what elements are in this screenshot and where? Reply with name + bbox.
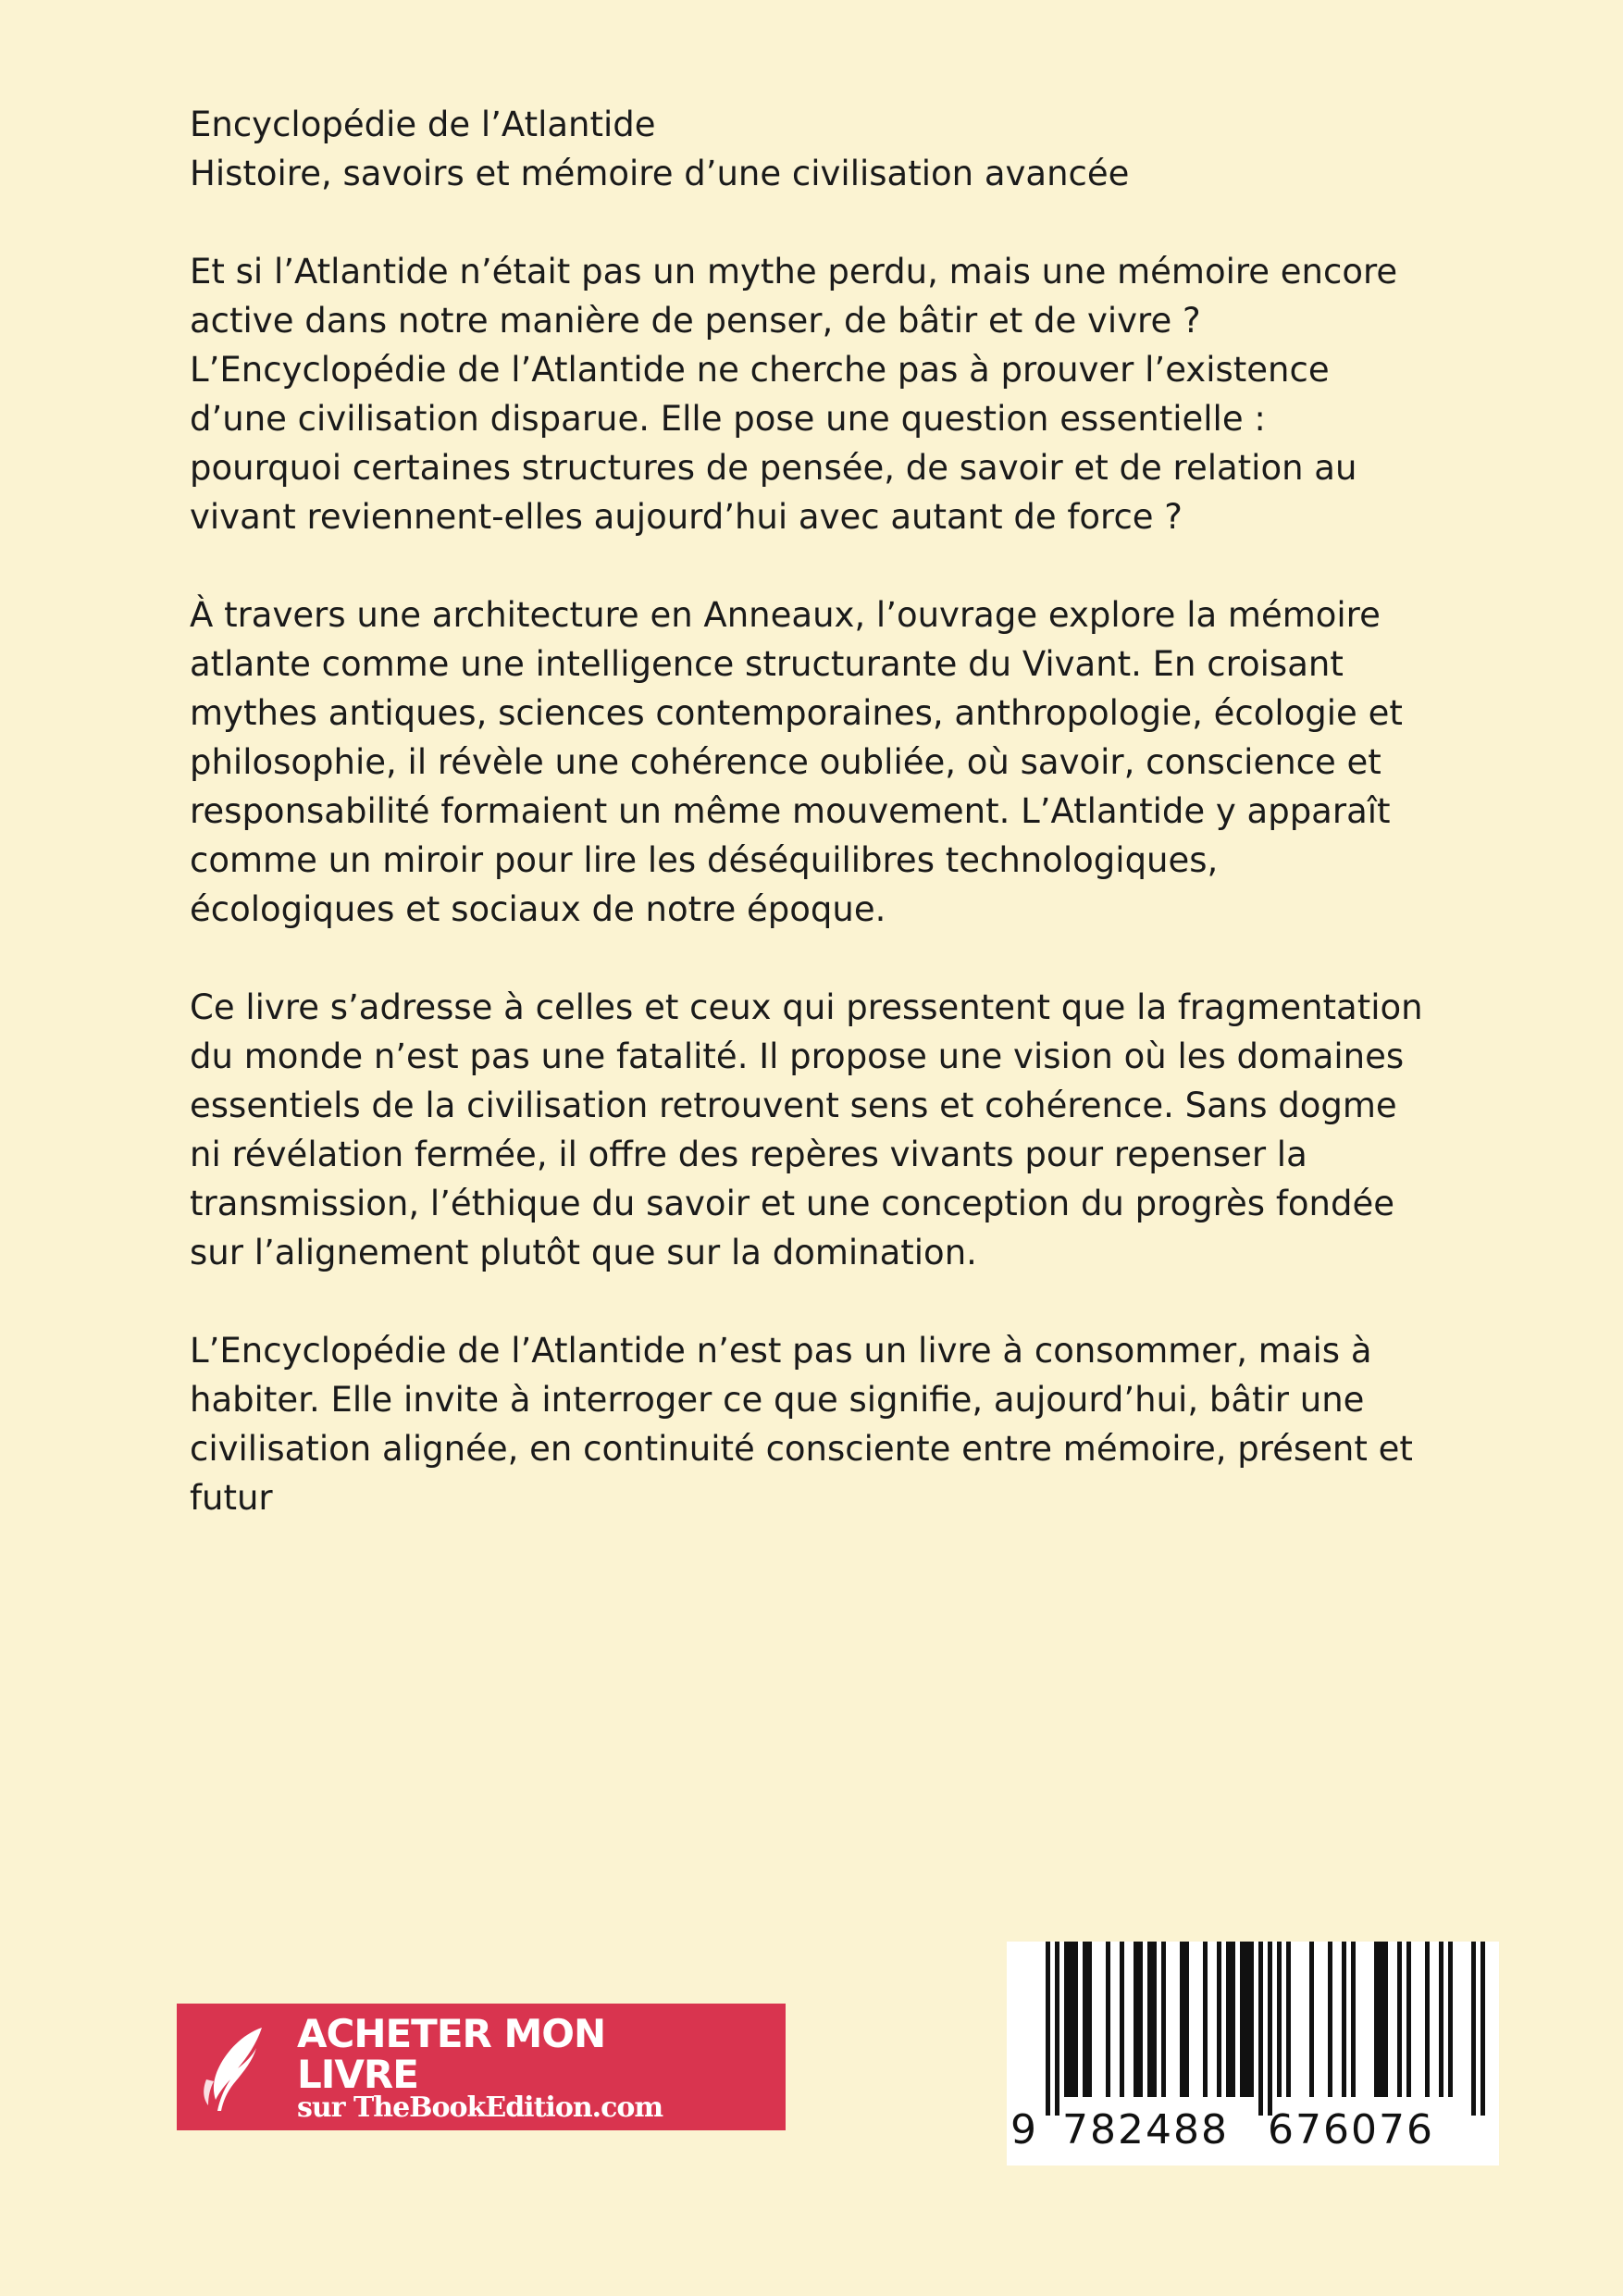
barcode-bar	[1106, 1942, 1110, 2097]
paragraph-line: mythes antiques, sciences contemporaines, anthropologie, écologie et	[190, 693, 1403, 733]
barcode-bar	[1120, 1942, 1124, 2097]
buy-book-button[interactable]	[177, 2004, 786, 2130]
barcode-digit-group-1: 782488	[1062, 2106, 1229, 2153]
barcode-bar	[1249, 1942, 1254, 2097]
barcode-bar	[1351, 1942, 1356, 2097]
paragraph-line: futur	[190, 1478, 273, 1518]
barcode-bar	[1258, 1942, 1263, 2116]
barcode-bar	[1286, 1942, 1291, 2097]
paragraph-line: ni révélation fermée, il offre des repères vivants pour repenser la	[190, 1135, 1307, 1174]
barcode-bar	[1134, 1942, 1138, 2097]
barcode-bar	[1471, 1942, 1476, 2116]
barcode-bar	[1481, 1942, 1485, 2116]
barcode-bar	[1406, 1942, 1411, 2097]
barcode-bar	[1184, 1942, 1189, 2097]
barcode-bar	[1268, 1942, 1272, 2116]
paragraph-line: philosophie, il révèle une cohérence oubliée, où savoir, conscience et	[190, 742, 1381, 782]
paragraph-line: responsabilité formaient un même mouvement. L’Atlantide y apparaît	[190, 791, 1391, 831]
paragraph-line: d’une civilisation disparue. Elle pose une question essentielle :	[190, 399, 1266, 439]
paragraph-line: sur l’alignement plutôt que sur la domination.	[190, 1233, 977, 1272]
barcode-bar	[1397, 1942, 1402, 2097]
barcode-bar	[1328, 1942, 1332, 2097]
barcode-bar	[1138, 1942, 1143, 2097]
barcode-bar	[1342, 1942, 1346, 2097]
back-cover-text	[190, 100, 1522, 1571]
paragraph-line: atlante comme une intelligence structurante du Vivant. En croisant	[190, 644, 1344, 684]
paragraph-line: transmission, l’éthique du savoir et une conception du progrès fondée	[190, 1184, 1394, 1223]
barcode-bar	[1226, 1942, 1231, 2097]
barcode-bar	[1439, 1942, 1443, 2097]
quill-icon	[197, 2024, 269, 2115]
paragraph-line: civilisation alignée, en continuité consciente entre mémoire, présent et	[190, 1429, 1413, 1469]
paragraph-line: L’Encyclopédie de l’Atlantide n’est pas un livre à consommer, mais à	[190, 1331, 1372, 1371]
paragraph-line: habiter. Elle invite à interroger ce que signifie, aujourd’hui, bâtir une	[190, 1380, 1365, 1420]
title-block	[190, 100, 1522, 198]
paragraph-3	[190, 983, 1522, 1277]
paragraph-line: écologiques et sociaux de notre époque.	[190, 889, 886, 929]
paragraph-line: vivant reviennent-elles aujourd’hui avec autant de force ?	[190, 497, 1183, 537]
barcode-bar	[1448, 1942, 1453, 2097]
barcode-bar	[1374, 1942, 1379, 2097]
paragraph-1	[190, 247, 1522, 541]
paragraph-line: Et si l’Atlantide n’était pas un mythe perdu, mais une mémoire encore	[190, 252, 1398, 292]
paragraph-line: essentiels de la civilisation retrouvent sens et cohérence. Sans dogme	[190, 1086, 1397, 1125]
buy-button-line-2: LIVRE	[297, 2052, 418, 2097]
barcode-bar	[1161, 1942, 1166, 2097]
paragraph-line: Ce livre s’adresse à celles et ceux qui pressentent que la fragmentation	[190, 987, 1423, 1027]
paragraph-line: pourquoi certaines structures de pensée, de savoir et de relation au	[190, 448, 1357, 488]
barcode-bar	[1046, 1942, 1050, 2116]
barcode-digit-group-2: 676076	[1268, 2106, 1434, 2153]
paragraph-line: du monde n’est pas une fatalité. Il propose une vision où les domaines	[190, 1036, 1405, 1076]
barcode-bar	[1425, 1942, 1430, 2097]
barcode-bar	[1069, 1942, 1073, 2097]
barcode-bar	[1383, 1942, 1388, 2097]
paragraph-line: L’Encyclopédie de l’Atlantide ne cherche pas à prouver l’existence	[190, 350, 1330, 390]
barcode-bar	[1147, 1942, 1152, 2097]
barcode-bar	[1055, 1942, 1059, 2116]
book-title: Encyclopédie de l’Atlantide	[190, 105, 656, 144]
barcode-bar	[1180, 1942, 1184, 2097]
barcode-bar	[1064, 1942, 1069, 2097]
barcode-bar	[1309, 1942, 1314, 2097]
barcode-bar	[1277, 1942, 1282, 2097]
barcode-bar	[1379, 1942, 1383, 2097]
paragraph-line: À travers une architecture en Anneaux, l’ouvrage explore la mémoire	[190, 595, 1381, 635]
barcode-bar	[1231, 1942, 1235, 2097]
barcode-bar	[1087, 1942, 1092, 2097]
barcode-bar	[1083, 1942, 1087, 2097]
paragraph-4	[190, 1326, 1522, 1522]
barcode-bar	[1203, 1942, 1208, 2097]
barcode-bar	[1073, 1942, 1078, 2097]
barcode-bar	[1217, 1942, 1221, 2097]
book-subtitle: Histoire, savoirs et mémoire d’une civilisation avancée	[190, 154, 1130, 193]
paragraph-line: active dans notre manière de penser, de bâtir et de vivre ?	[190, 301, 1201, 341]
buy-button-line-3: sur TheBookEdition.com	[297, 2091, 663, 2124]
paragraph-2	[190, 590, 1522, 934]
barcode-digit-first: 9	[1010, 2106, 1036, 2153]
isbn-barcode	[1007, 1942, 1499, 2166]
barcode-bar	[1240, 1942, 1245, 2097]
paragraph-line: comme un miroir pour lire les déséquilibres technologiques,	[190, 840, 1219, 880]
barcode-bar	[1245, 1942, 1249, 2097]
barcode-bar	[1152, 1942, 1157, 2097]
buy-button-line-1: ACHETER MON	[297, 2011, 606, 2056]
